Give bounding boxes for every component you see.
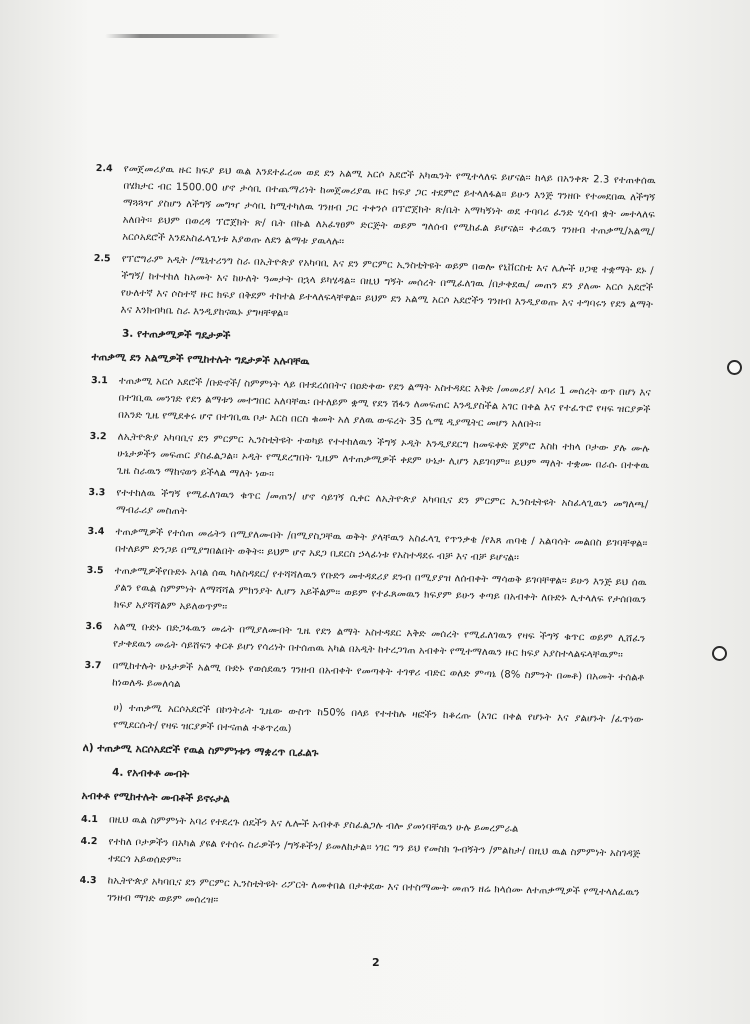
clause-number: 4.3 bbox=[79, 874, 97, 887]
punch-hole-lower bbox=[712, 646, 727, 661]
section-heading: 3. የተጠቃሚዎች ግዴታዎች bbox=[121, 327, 231, 343]
clause-3-6 bbox=[85, 618, 646, 665]
clause-number: 3.2 bbox=[89, 430, 107, 443]
clause-number: 3.5 bbox=[86, 564, 104, 577]
section-heading: ለ) ተጠቃሚ አርሶአደሮች የዉል ስምምነቱን ማቋረጥ ቢፈልጉ bbox=[82, 741, 319, 760]
clause-number: 3.7 bbox=[84, 659, 102, 672]
clause-3-1 bbox=[90, 372, 651, 436]
clause-3-7 bbox=[84, 657, 645, 704]
clause-4-3 bbox=[79, 872, 640, 919]
clause-text: ተጠቃሚዎች የተሰጠ መሬትን በሚያለሙበት /በሚያስጋቸዉ ወቅት ያላቸዉን አስፈላጊ የጥንቃቄ /የእጸ ጠባቂ / አልባሳት መልበስ ይገባቸዋል፡፡ በተለይም ድንጋይ በሚያግበልበት ወቅት፡፡ ይህም ሆኖ አደጋ ቢደርስ ኃላፊነቱ የአስተዳደሩ ብቻ እና ብቻ ይሆናል፡፡ bbox=[115, 526, 648, 564]
clause-number: 4.2 bbox=[80, 835, 98, 848]
clause-text: ተጠቃሚ አርሶ አደሮች /ቡድኖች/ ስምምነት ላይ በተደረሰበትና በዐድቀው የደን ልማት አስተዳደር እቅድ /መመሪያ/ አባሪ 1 መሰረት ወጥ በሆነ እና በተገቢዉ መንገድ የደን ልማቱን መተግበር አለባቸዉ፡ በተለይም ቋሚ የደን ሽፋን ለመፍጠር እንዲያስችል አገር በቀል እና የተፈጥሮ የዛፍ ዝርያዎች በአንድ ጊዜ የሚደቀሩ ሆኖ በተገቢዉ ቦታ እርስ በርስ ቁመት አለ ያለዉ ውፍረት 35 ሴሜ ዲያሜትር መሆን አለበት፡፡ bbox=[118, 375, 651, 431]
clause-text: በዚህ ዉል ስምምነት አባሪ የተደረጉ ሰዴችን እና ሌሎች አብቀቶ ያስፈልጋሉ ብሎ ያመነባቸዉን ሁሉ ይመረምራል bbox=[108, 814, 519, 835]
clause-number: 2.5 bbox=[93, 252, 111, 265]
clause-text: በሚከተሉት ሁኔታዎች አልሚ ቡድኑ የወሰደዉን ገንዘብ በአብቀት የመጣቀት ተገዋሪ ብድር ወለድ ምጣኔ (8% ስምንት በመቶ) በአመት ተሰልቶ ከነወለዱ ይመለሳል bbox=[112, 660, 645, 691]
clause-text: ለኢትዮጵያ አካባቢና ደን ምርምር ኢንስቲትዩት ተወካይ የተተከለዉን ችግኝ ኦዲት እንዲያደርግ ከመፍቀድ ጀምሮ እስከ ተክላ ቦታው ያሉ ሙሉ ሁኔታዎችን መፍጠር ያስፈልጋል፡፡ ኦዲት የሚደረግበት ጊዜም ለተጠቃሚዎች ቀደም ሁኔታ ሊሆን አይገባም፡፡ ይህም ማለት ተቋሙ በራሱ በተቀዉ ጊዜ ስራዉን ማከናወን ይችላል ማለት ነው፡፡ bbox=[116, 431, 650, 481]
clause-number: 2.4 bbox=[95, 162, 113, 175]
clause-text: የተተከለዉ ችግኝ የሚፈለገዉን ቁጥር /መጠን/ ሆኖ ሳይገኝ ሲቀር ለኢትዮጵያ አካባቢና ደን ምርምር ኢንስቲትዩት አስፈላጊዉን መግለጫ/ማብራሪያ መስጠት bbox=[115, 487, 649, 518]
section-heading: አብቀቶ የሚከተሉት መብቶች ይኖሩታል bbox=[81, 789, 230, 806]
clause-text: አልሚ ቡድኑ በድጋፋዉን መሬት በሚያለሙበት ጊዜ የደን ልማት አስተዳደር እቅድ መሰረት የሚፈለገዉን የዛፍ ችግኝ ቁጥር ወይም ሊሸፈን የታቀደዉን መሬት ሳይሸፍን ቀርቶ ይሆነ የሳሪነት በተሰጠዉ አካል በአዲት ከተረጋገጠ አብቀት የሚተማለዉን ዙር ክፍያ አያስተላልፍላቸዉም፡፡ bbox=[112, 621, 646, 662]
clause-text: የፕሮግራም አዲት /ሜኒተሪንግ ስራ በኢትዮጵያ የአካባቢ እና ደን ምርምር ኢንስቲትዩት ወይም በወሎ የኒቨርስቲ እና ሌሎች ሀጋዊ ተቋማት ደኑ /ችግኝ/ ከተተከለ ከአመት እና ከሁለት ዓመታት በኋላ ይካሄዳል፡፡ በዚህ ግኝት መሰረት በሚፈለገዉ /በታቀደዉ/ መጠን ደን ያለሙ አርሶ አደሮች የሁለተኛ እና ሶስተኛ ዙር ክፍያ በቅደም ተከተል ይተላለፍላቸዋል፡፡ ይህም ደን አልሚ አርሶ አደሮችን ገንዘብ እንዲያወጡ እና ተግባሩን የደን ልማት እና እንክብካቤ ስራ እንዲያከናዉኑ ያግዛቸዋል፡፡ bbox=[120, 253, 654, 320]
clause-3-2 bbox=[89, 428, 650, 492]
clause-text: ተጠቃሚዎችየቡድኑ አባል ሰዉ ካለስዳደር/ የተሻሻለዉን የቡድን መተዳደሪያ ደንብ በሚያያዝ ለሰብቀት ማሳወቅ ይገባቸዋል፡፡ ይሁን እንጅ ይህ ሰዉ ያልን የዉል ስምምነት ለማሻሻል ምክንያት ሊሆን አይችልም፡፡ ወይም የተፈጸመዉን ክፍያም ይሁን ቀጣይ በአብቀት ለቡድኑ ሊተላለፍ የታሰበዉን ክፍያ አያሻሻልም አይለወጥም፡፡ bbox=[113, 565, 647, 614]
clause-text: የተከለ ቦታዎችን በአካል ያዩል የተሰሩ ስራዎችን /ግኝቶችን/ ይመለከታል፡፡ ነገር ግን ይህ የመስክ ጉብኝትን /ምልከታ/ በዚህ ዉል ስምምነት አስገዳጅ ተደርጎ አይወሰድም፡፡ bbox=[108, 836, 641, 867]
document-body bbox=[79, 160, 656, 924]
section-heading: ተጠቃሚ ደን አልሚዎች የሚከተሉት ግዴታዎች አሉባቸዉ bbox=[91, 350, 310, 368]
clause-text: የመጀመሪያዉ ዙር ክፍያ ይህ ዉል እንደተፈረመ ወደ ደን አልሚ አርሶ አደሮች አካዉንት የሚተላለፍ ይሆናል፡፡ ከላይ በአንቀጽ 2.3 የተጠቀሰዉ በሄክታር ብር 1500.00 ሆኖ ታሳቢ በተጨማሪነት ከመጀመሪያዉ ዙር ክፍያ ጋር ተደምሮ ይተላለፋል፡፡ ይሁን እንጅ ገንዘቡ የተመደበዉ ለችግኝ ማጓጓዣ ያስሆን ለችግኝ መግዣ ታሳቢ ከሚተካለዉ ገንዘብ ጋር ተቀንሶ በፕሮጀክት ጽ/ቤት አማካኝነት ወደ ተባባሪ ፈንድ ሂሳብ ቋት መተላለፍ አለበት፡፡ ይህም በወረዳ ፕሮጀክት ጽ/ ቤት በኩል ለአፈፃፀም ድርጅት ወይም ግለሰብ የሚከፈል ይሆናል፡፡ ቀሪዉን ገንዘብ ተጠቃሚ/አልሚ/ አርሶአደሮች እንደአስፈላጊነቱ እያወጡ ለደን ልማቱ ያዉላሉ፡፡ bbox=[122, 163, 656, 248]
clause-number: 3.1 bbox=[90, 374, 108, 387]
clause-number: 3.3 bbox=[88, 486, 106, 499]
clause-3-4 bbox=[87, 523, 648, 570]
clause-number: 3.6 bbox=[85, 620, 103, 633]
clause-4-2 bbox=[80, 833, 641, 880]
clause-number: 3.4 bbox=[87, 525, 105, 538]
clause-3-3 bbox=[88, 484, 649, 531]
section-heading: 4. የአብቀቶ መብት bbox=[111, 766, 190, 781]
scan-smudge bbox=[105, 34, 280, 38]
clause-2-5 bbox=[92, 250, 653, 331]
punch-hole-upper bbox=[727, 360, 742, 375]
sub-clause: ሀ) ተጠቃሚ አርሶአደሮች በኮንትራት ጊዜው ውስጥ ከ50% በላይ የተተከሉ ዛፎችን ከቆረጡ (አገር በቀል የሆኑት እና ያልሆኑት /ፈጥነው የሚደርሱት/ የዛፍ ዝርያዎች በተናጠል ተቆጥረዉ) bbox=[113, 702, 644, 735]
clause-3-5 bbox=[86, 562, 647, 626]
page-number: 2 bbox=[372, 956, 380, 969]
clause-number: 4.1 bbox=[80, 813, 99, 826]
clause-2-4 bbox=[94, 160, 656, 258]
clause-text: ከኢትዮጵያ አካባቢና ደን ምርምር ኢንስቲትዩት ሪፖርት ለመቀበል በታቀደው እና በተስማሙት መጠን ዘሬ ክላሰሙ ለተጠቃሚዎች የሚተላለፈዉን ገንዘብ ማገድ ወይም መሰረዝ፡፡ bbox=[107, 875, 640, 906]
